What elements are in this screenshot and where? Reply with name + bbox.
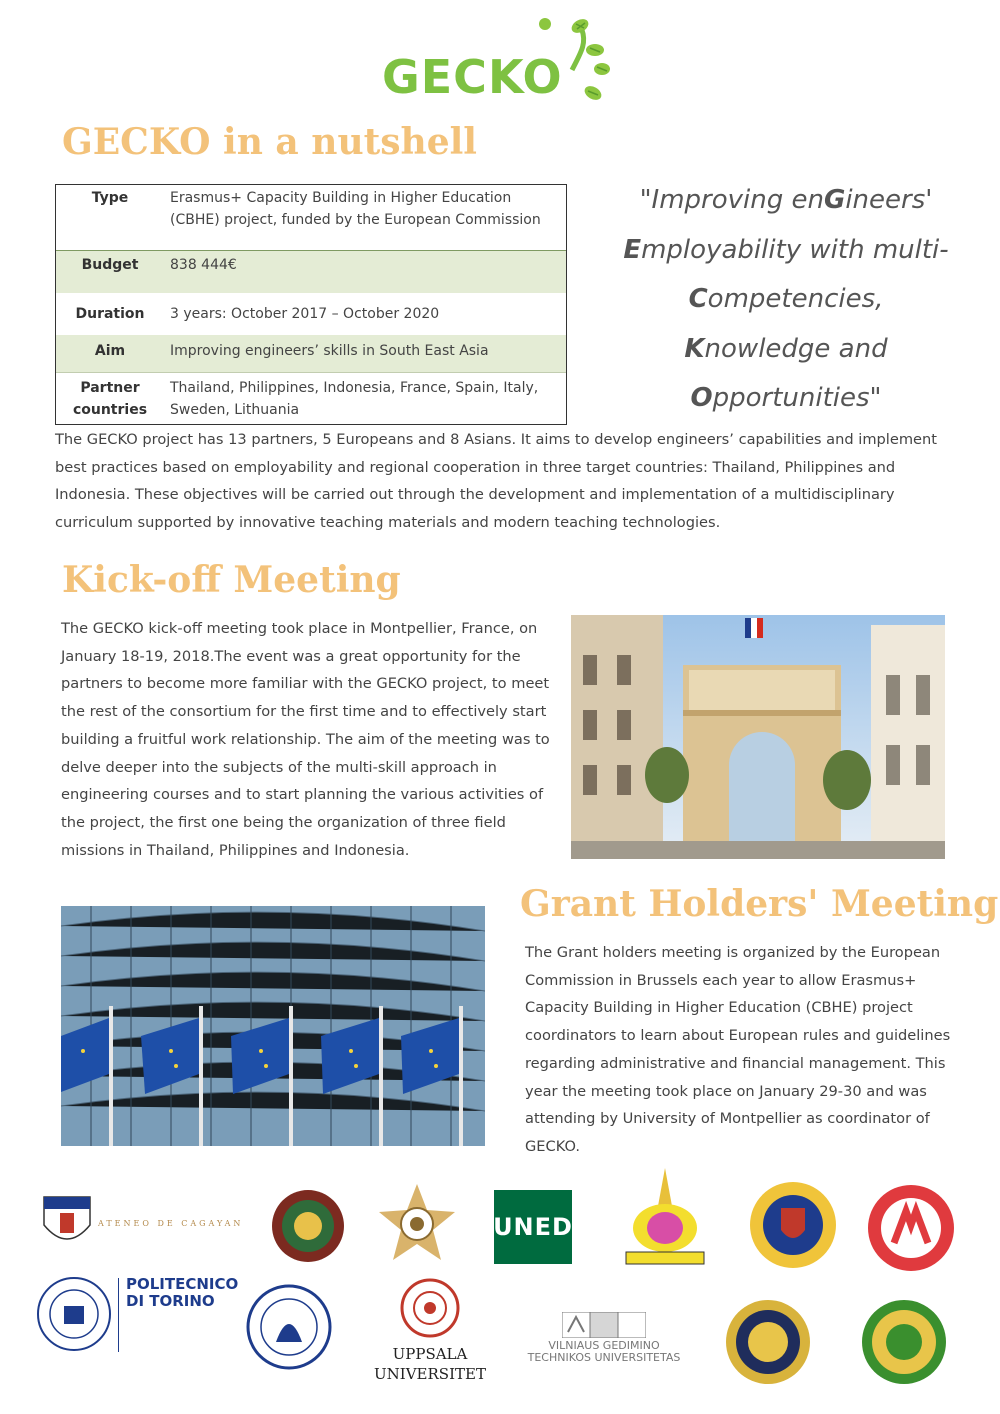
partner-logo-uppsala <box>374 1278 486 1384</box>
seal-icon <box>246 1284 332 1370</box>
partner-logo-thai-university <box>724 1298 812 1390</box>
row-value: Improving engineers’ skills in South East Asia <box>164 335 566 373</box>
partner-logo-up <box>270 1188 346 1268</box>
table-row <box>56 335 566 373</box>
partner-logo-ubon <box>622 1166 708 1272</box>
logo-text: GECKO <box>382 50 563 104</box>
partner-logo-uned <box>494 1190 572 1264</box>
seal-icon <box>270 1188 346 1264</box>
partner-logo-montpellier <box>866 1183 956 1277</box>
seal-icon <box>748 1180 838 1270</box>
seal-icon <box>375 1182 459 1266</box>
table-row <box>56 251 566 294</box>
partner-logo-vgtu <box>518 1312 690 1372</box>
uppsala-line1: UPPSALA <box>392 1345 468 1363</box>
row-key: Partner countries <box>56 373 164 425</box>
partner-logo-ateneo-manila <box>748 1180 838 1274</box>
row-value: 838 444€ <box>164 251 566 294</box>
row-value: Erasmus+ Capacity Building in Higher Education (CBHE) project, funded by the European Commission <box>170 190 541 228</box>
row-key: Budget <box>56 251 164 294</box>
montpellier-arch-photo <box>571 615 945 859</box>
partner-logo-green-university <box>860 1298 948 1390</box>
partner-logo-polito <box>36 1275 239 1354</box>
partner-logo-ateneo-cagayan <box>42 1195 267 1253</box>
grant-paragraph: The Grant holders meeting is organized by the European Commission in Brussels each year to allow Erasmus+ Capacity Building in Higher Education (CBHE) project coordinators to learn about European rules and guidelines regarding administrative and financial management. This year the meeting took place on January 29-30 and was attending by University of Montpellier as coordinator of GECKO. <box>525 944 951 1155</box>
info-table <box>55 184 567 425</box>
kickoff-title: Kick-off Meeting <box>62 559 401 601</box>
ateneo-cagayan-text: ATENEO DE CAGAYAN <box>98 1219 244 1228</box>
grant-title: Grant Holders' Meeting <box>520 883 999 925</box>
nutshell-paragraph: The GECKO project has 13 partners, 5 Europeans and 8 Asians. It aims to develop engineers’ capabilities and implement best practices based on employability and regional cooperation in three target countries: Thailand, Philippines and Indonesia. These objectives will be carried out through the development and implementation of a multidisciplinary curriculum supported by innovative teaching materials and modern teaching technologies. <box>55 431 937 532</box>
row-key: Duration <box>75 306 145 322</box>
partner-logo-ugm <box>375 1182 459 1270</box>
seal-icon <box>860 1298 948 1386</box>
shield-icon <box>42 1195 92 1253</box>
polito-line1: POLITECNICO <box>126 1275 239 1293</box>
emblem-icon <box>562 1312 646 1338</box>
vgtu-line2: TECHNIKOS UNIVERSITETAS <box>527 1351 681 1364</box>
gecko-logo <box>382 14 622 106</box>
seal-icon <box>622 1166 708 1268</box>
row-value: 3 years: October 2017 – October 2020 <box>170 306 440 322</box>
seal-icon <box>866 1183 956 1273</box>
gecko-foot-icon <box>382 14 622 106</box>
seal-icon <box>724 1298 812 1386</box>
nutshell-title: GECKO in a nutshell <box>62 121 477 163</box>
uppsala-line2: UNIVERSITET <box>374 1365 486 1383</box>
table-row <box>56 185 566 251</box>
berlaymont-flags-photo <box>61 906 485 1146</box>
row-key: Aim <box>56 335 164 373</box>
table-row <box>56 293 566 335</box>
motto-quote: "Improving enGineers' Employability with multi- Competencies, Knowledge and Opportunities" <box>623 185 949 413</box>
row-value: Thailand, Philippines, Indonesia, France, Spain, Italy, Sweden, Lithuania <box>164 373 566 425</box>
seal-icon <box>36 1276 112 1352</box>
vgtu-line1: VILNIAUS GEDIMINO <box>548 1339 660 1352</box>
kickoff-paragraph: The GECKO kick-off meeting took place in Montpellier, France, on January 18-19, 2018.The event was a great opportunity for the partners to become more familiar with the GECKO project, to meet the rest of the consortium for the first time and to effectively start building a fruitful work relationship. The aim of the meeting was to delve deeper into the subjects of the multi-skill approach in engineering courses and to start planning the various activities of the project, the first one being the organization of three field missions in Thailand, Philippines and Indonesia. <box>61 620 550 859</box>
partner-logo-itb <box>246 1284 332 1374</box>
polito-line2: DI TORINO <box>126 1292 215 1310</box>
uned-text: UNED <box>493 1213 573 1241</box>
table-row <box>56 373 566 425</box>
row-key: Type <box>91 190 129 206</box>
seal-icon <box>400 1278 460 1338</box>
